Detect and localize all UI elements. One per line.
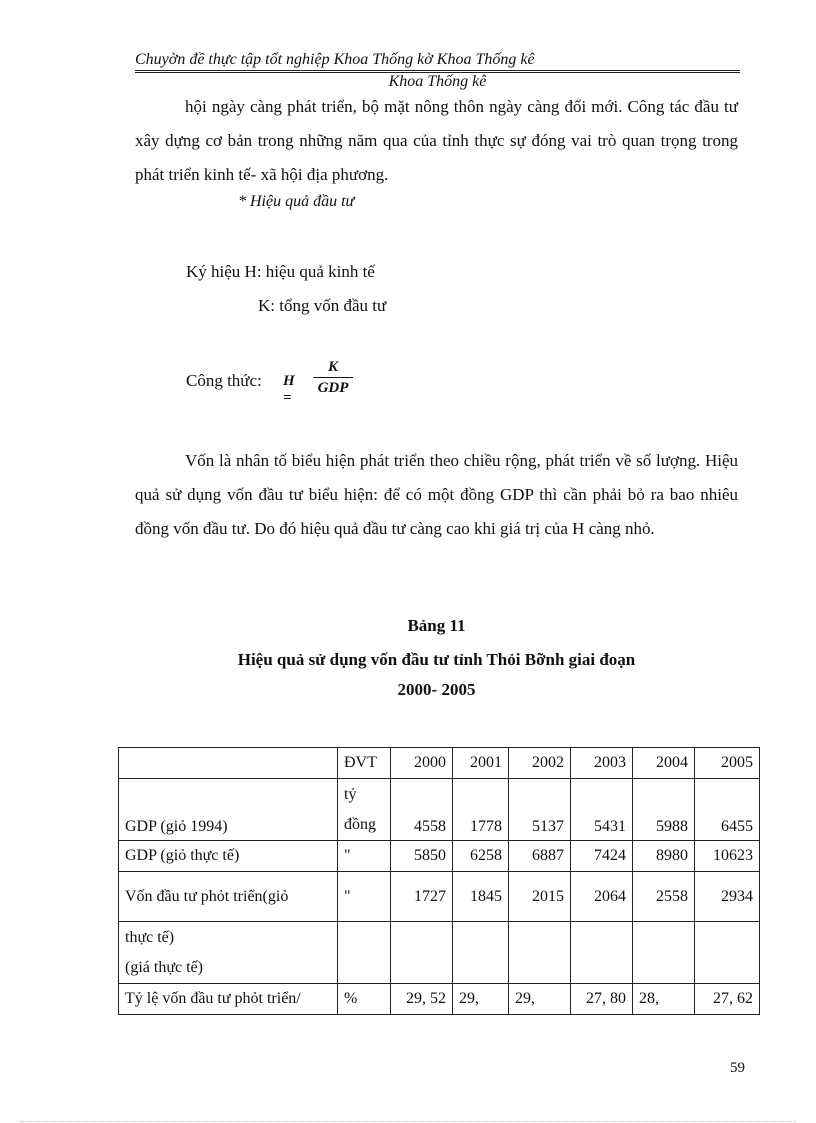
- table-cell: [571, 922, 633, 984]
- table-row: [119, 779, 760, 841]
- header-cell: [119, 748, 338, 779]
- table-cell: 2064: [571, 872, 633, 922]
- table-cell: 2934: [695, 872, 760, 922]
- row-label: GDP (giỏ 1994): [119, 779, 338, 841]
- row-label: Vốn đầu tư phỏt triển(giỏ: [119, 872, 338, 922]
- header-subtitle: Khoa Thống kê: [388, 73, 487, 90]
- header-cell: 2005: [695, 748, 760, 779]
- header-cell: 2000: [391, 748, 453, 779]
- formula-label: Công thức:: [186, 371, 262, 390]
- table-cell: [338, 922, 391, 984]
- fraction-bar: [313, 377, 353, 378]
- table-cell: 6887: [509, 841, 571, 872]
- unit-cell: ": [338, 841, 391, 872]
- table-period: 2000- 2005: [397, 680, 476, 699]
- header-cell: 2001: [453, 748, 509, 779]
- table-cell: 6455: [695, 779, 760, 841]
- formula-lhs: H =: [283, 373, 295, 406]
- row-label-continuation: [119, 922, 338, 984]
- unit-cell: [338, 779, 391, 841]
- table-cell: [633, 922, 695, 984]
- page-header: [135, 50, 740, 91]
- table-cell: 1727: [391, 872, 453, 922]
- table-cell: 29,: [453, 984, 509, 1015]
- table-cell: 8980: [633, 841, 695, 872]
- row-label: GDP (giỏ thực tế): [119, 841, 338, 872]
- unit-line: đồng: [344, 815, 376, 833]
- table-row: [119, 841, 760, 872]
- table-cell: 7424: [571, 841, 633, 872]
- unit-line: tỷ: [344, 785, 357, 803]
- table-row: [119, 872, 760, 922]
- table-cell: 10623: [695, 841, 760, 872]
- table-cell: 27, 62: [695, 984, 760, 1015]
- header-cell: 2003: [571, 748, 633, 779]
- row-label: Tỷ lệ vốn đầu tư phỏt triển/: [119, 984, 338, 1015]
- table-cell: [391, 922, 453, 984]
- header-title: Chuyờn đề thực tập tốt nghiệp Khoa Thống kờ Khoa Thống kê: [135, 51, 535, 68]
- table-cell: 1845: [453, 872, 509, 922]
- table-cell: 4558: [391, 779, 453, 841]
- paragraph-explanation: Vốn là nhân tố biểu hiện phát triển theo chiều rộng, phát triển về số lượng. Hiệu quả sử dụng vốn đầu tư biểu hiện: để có một đồng GDP thì cần phải bỏ ra bao nhiêu đồng vốn đầu tư. Do đó hiệu quả đầu tư càng cao khi giá trị của H càng nhỏ.: [135, 451, 738, 538]
- header-cell: 2004: [633, 748, 695, 779]
- paragraph-intro: hội ngày càng phát triển, bộ mặt nông thôn ngày càng đổi mới. Công tác đầu tư xây dựng cơ bản trong những năm qua của tỉnh thực sự đóng vai trò quan trọng trong phát triển kinh tế- xã hội địa phương.: [135, 97, 738, 184]
- table-header-row: [119, 748, 760, 779]
- table-cell: 2015: [509, 872, 571, 922]
- formula-numerator: K: [327, 359, 338, 375]
- table-cell: 5850: [391, 841, 453, 872]
- investment-efficiency-table: [118, 747, 760, 1015]
- table-cell: 5431: [571, 779, 633, 841]
- table-cell: 1778: [453, 779, 509, 841]
- table-cell: 2558: [633, 872, 695, 922]
- table-cell: [453, 922, 509, 984]
- symbol-h-definition: Ký hiệu H: hiệu quả kinh tế: [186, 262, 375, 281]
- unit-cell: %: [338, 984, 391, 1015]
- header-cell: ĐVT: [338, 748, 391, 779]
- formula-fraction: [313, 358, 353, 397]
- continuation-line: (giá thực tế): [125, 958, 203, 976]
- table-cell: 28,: [633, 984, 695, 1015]
- table-cell: 27, 80: [571, 984, 633, 1015]
- table-cell: [509, 922, 571, 984]
- continuation-line: thực tế): [125, 928, 175, 946]
- page-bottom-rule: [20, 1121, 796, 1122]
- table-cell: 29, 52: [391, 984, 453, 1015]
- table-row: [119, 984, 760, 1015]
- unit-cell: ": [338, 872, 391, 922]
- table-title: Hiệu quả sử dụng vốn đầu tư tỉnh Thỏi Bỡnh giai đoạn: [237, 650, 636, 669]
- section-subheading: * Hiệu quả đầu tư: [238, 193, 355, 210]
- table-cell: 6258: [453, 841, 509, 872]
- table-row: [119, 922, 760, 984]
- page-number: 59: [730, 1060, 745, 1076]
- table-cell: 5988: [633, 779, 695, 841]
- formula-denominator: GDP: [317, 380, 349, 396]
- table-cell: 5137: [509, 779, 571, 841]
- symbol-k-definition: K: tổng vốn đầu tư: [258, 296, 387, 315]
- table-cell: [695, 922, 760, 984]
- table-cell: 29,: [509, 984, 571, 1015]
- table-number: Bảng 11: [407, 616, 466, 635]
- header-cell: 2002: [509, 748, 571, 779]
